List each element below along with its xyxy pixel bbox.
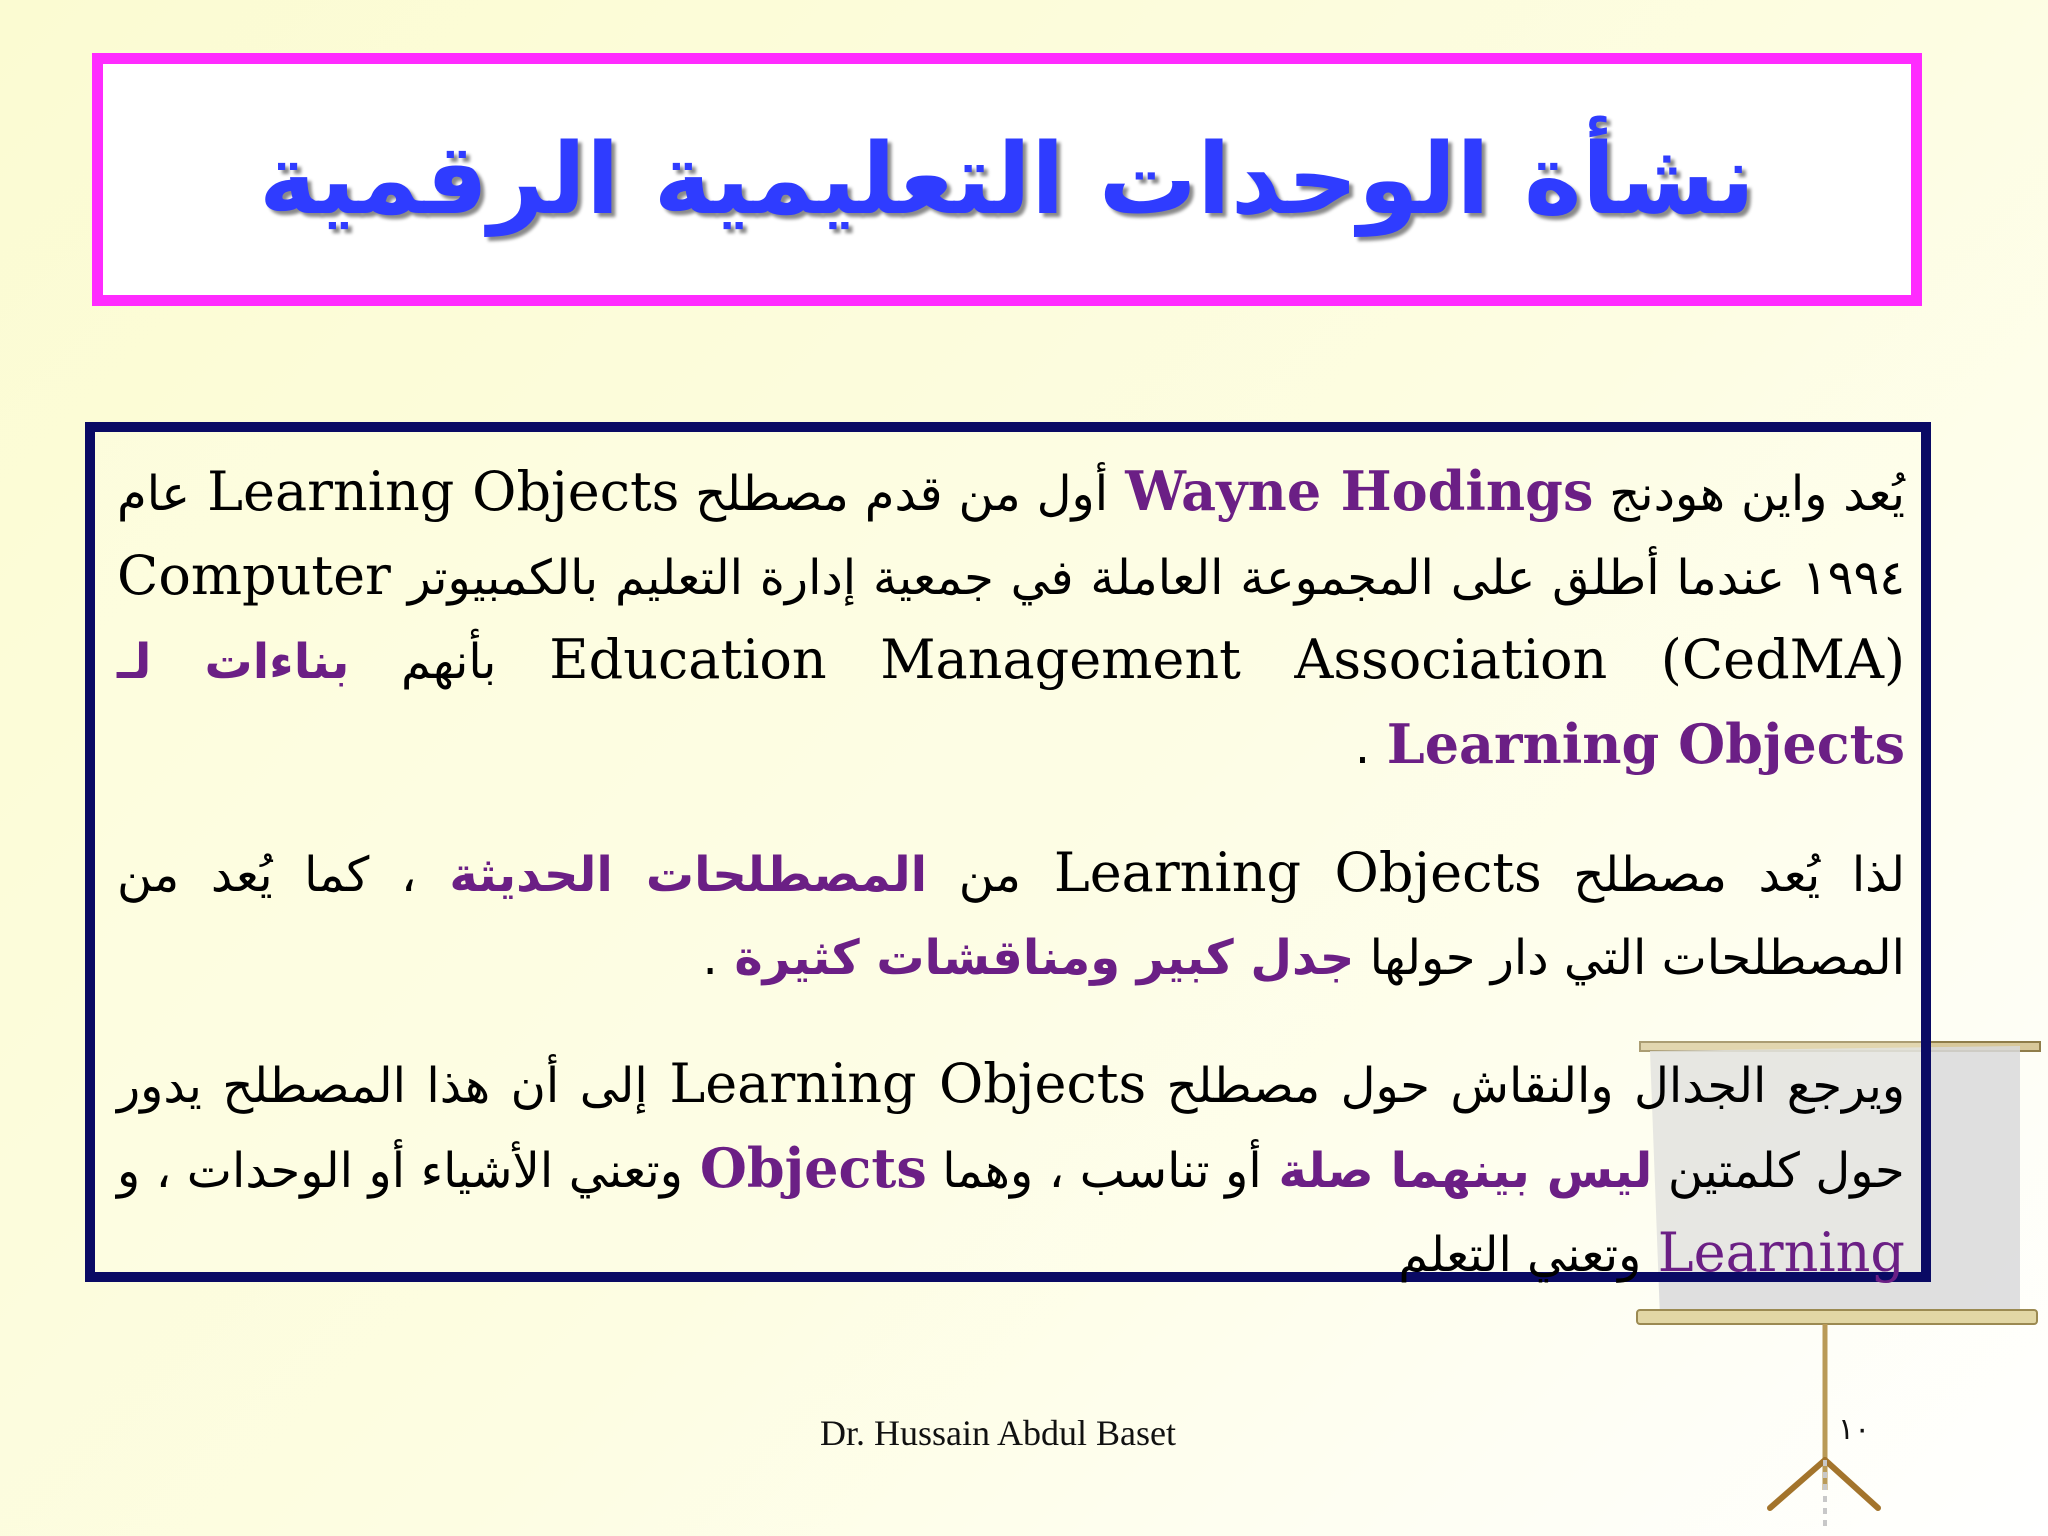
p1-text-1: يُعد واين هودنج <box>1593 466 1905 522</box>
learning-word: Learning <box>1657 1221 1905 1284</box>
paragraph-modern-term <box>117 832 1905 999</box>
p2-term: Learning Objects <box>1053 841 1542 904</box>
footer-author: Dr. Hussain Abdul Baset <box>820 1413 1176 1453</box>
p1-term: Learning Objects <box>207 460 680 523</box>
p1-text-4: بأنهم <box>349 634 497 690</box>
p3-text-3: أو تناسب ، وهما <box>926 1143 1262 1199</box>
p2-text-4: . <box>702 930 718 986</box>
title-box <box>92 53 1922 306</box>
p1-text-2: أول من قدم مصطلح <box>679 466 1109 522</box>
p3-text-4: وتعني الأشياء أو الوحدات ، و <box>117 1143 683 1199</box>
debate-highlight: جدل كبير ومناقشات كثيرة <box>734 930 1355 986</box>
p3-term: Learning Objects <box>669 1052 1147 1115</box>
paragraph-debate-reason <box>117 1043 1905 1296</box>
slide-title: نشأة الوحدات التعليمية الرقمية <box>258 122 1756 237</box>
p2-text-3: ، كما يُعد من المصطلحات التي دار حولها <box>117 847 1905 986</box>
p3-text-5: وتعني التعلم <box>1398 1227 1642 1283</box>
p1-term-bold: Learning Objects <box>1386 712 1905 776</box>
p1-text-5: . <box>1354 719 1371 775</box>
wayne-hodings-name: Wayne Hodings <box>1125 459 1594 523</box>
p1-text-3: عام ١٩٩٤ عندما أطلق على المجموعة العاملة في جمعية إدارة التعليم بالكمبيوتر <box>117 466 1905 606</box>
content-box <box>85 422 1931 1282</box>
p3-text-1: ويرجع الجدال والنقاش حول مصطلح <box>1146 1058 1906 1114</box>
p2-text-2: من <box>927 847 1021 903</box>
objects-word: Objects <box>699 1136 927 1200</box>
cedma-org-name: Computer Education Management Association (CedMA) <box>117 544 1906 691</box>
page-number: ١٠ <box>1838 1412 1871 1447</box>
modern-terms-highlight: المصطلحات الحديثة <box>449 847 928 903</box>
no-link-highlight: ليس بينهما صلة <box>1278 1143 1653 1199</box>
constructs-for: بناءات لـ <box>117 634 350 690</box>
p2-text-1: لذا يُعد مصطلح <box>1541 847 1906 903</box>
paragraph-origin <box>117 450 1905 788</box>
p3-text-2: إلى أن هذا المصطلح يدور حول كلمتين <box>117 1058 1905 1199</box>
